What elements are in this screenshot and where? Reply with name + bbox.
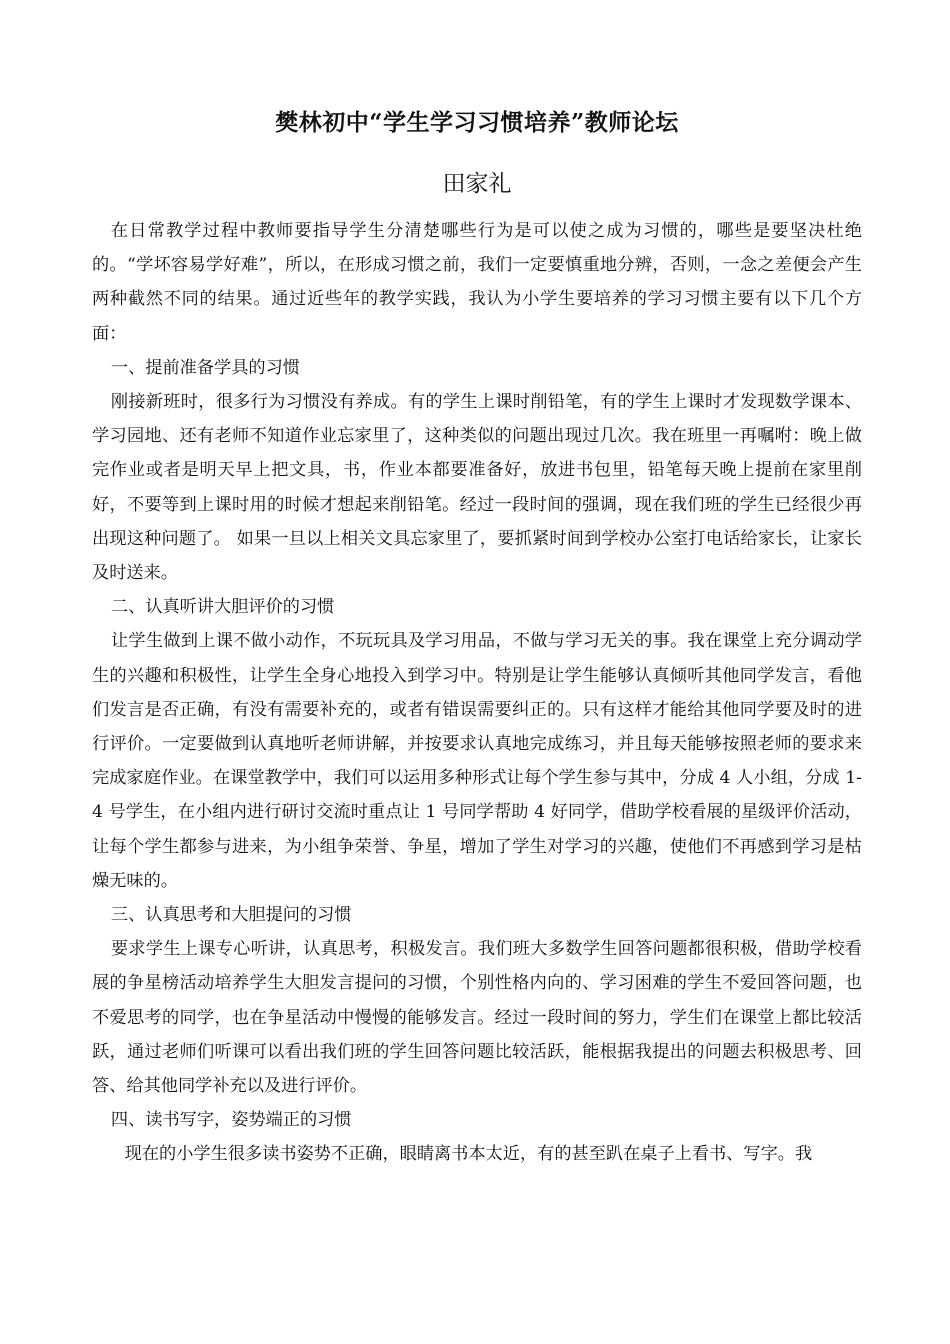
section-heading-4: 四、读书写字，姿势端正的习惯 bbox=[110, 1110, 352, 1131]
section-body-2: 让学生做到上课不做小动作，不玩玩具及学习用品，不做与学习无关的事。我在课堂上充分调动学生的兴趣和积极性，让学生全身心地投入到学习中。特别是让学生能够认真倾听其他同学发言，看他们发言是否正确，有没有需要补充的，或者有错误需要纠正的。只有这样才能给其他同学要及时的进行评价。一定要做到认真地听老师讲解，并按要求认真地完成练习，并且每天能够按照老师的要求来完成家庭作业。在课堂教学中，我们可以运用多种形式让每个学生参与其中，分成 4 人小组，分成 1-4 号学生，在小组内进行研讨交流时重点让 1 号同学帮助 4 好同学，借助学校看展的星级评价活动，让每个学生都参与进来，为小组争荣誉、争星，增加了学生对学习的兴趣，使他们不再感到学习是枯燥无味的。 bbox=[92, 631, 862, 891]
document-title: 樊林初中“学生学习习惯培养”教师论坛 bbox=[275, 109, 679, 136]
intro-paragraph: 在日常教学过程中教师要指导学生分清楚哪些行为是可以使之成为习惯的，哪些是要坚决杜绝的。“学坏容易学好难”，所以，在形成习惯之前，我们一定要慎重地分辨，否则，一念之差便会产生两种截然不同的结果。通过近些年的教学实践，我认为小学生要培养的学习习惯主要有以下几个方面： bbox=[92, 221, 862, 344]
section-heading-2: 二、认真听讲大胆评价的习惯 bbox=[110, 597, 335, 618]
section-body-4: 现在的小学生很多读书姿势不正确，眼睛离书本太近，有的甚至趴在桌子上看书、写字。我 bbox=[124, 1144, 813, 1165]
section-heading-3: 三、认真思考和大胆提问的习惯 bbox=[110, 905, 352, 926]
section-heading-1: 一、提前准备学具的习惯 bbox=[110, 357, 300, 378]
section-body-1: 刚接新班时，很多行为习惯没有养成。有的学生上课时削铅笔，有的学生上课时才发现数学课本、学习园地、还有老师不知道作业忘家里了，这种类似的问题出现过几次。我在班里一再嘱咐：晚上做完作业或者是明天早上把文具，书，作业本都要准备好，放进书包里，铅笔每天晚上提前在家里削好，不要等到上课时用的时候才想起来削铅笔。经过一段时间的强调，现在我们班的学生已经很少再出现这种问题了。 如果一旦以上相关文具忘家里了，要抓紧时间到学校办公室打电话给家长，让家长及时送来。 bbox=[92, 392, 862, 584]
author-name: 田家礼 bbox=[442, 171, 512, 197]
section-body-3: 要求学生上课专心听讲，认真思考，积极发言。我们班大多数学生回答问题都很积极，借助学校看展的争星榜活动培养学生大胆发言提问的习惯，个别性格内向的、学习困难的学生不爱回答问题，也不爱思考的同学，也在争星活动中慢慢的能够发言。经过一段时间的努力，学生们在课堂上都比较活跃，通过老师们听课可以看出我们班的学生回答问题比较活跃，能根据我提出的问题去积极思考、回答、给其他同学补充以及进行评价。 bbox=[92, 939, 862, 1097]
